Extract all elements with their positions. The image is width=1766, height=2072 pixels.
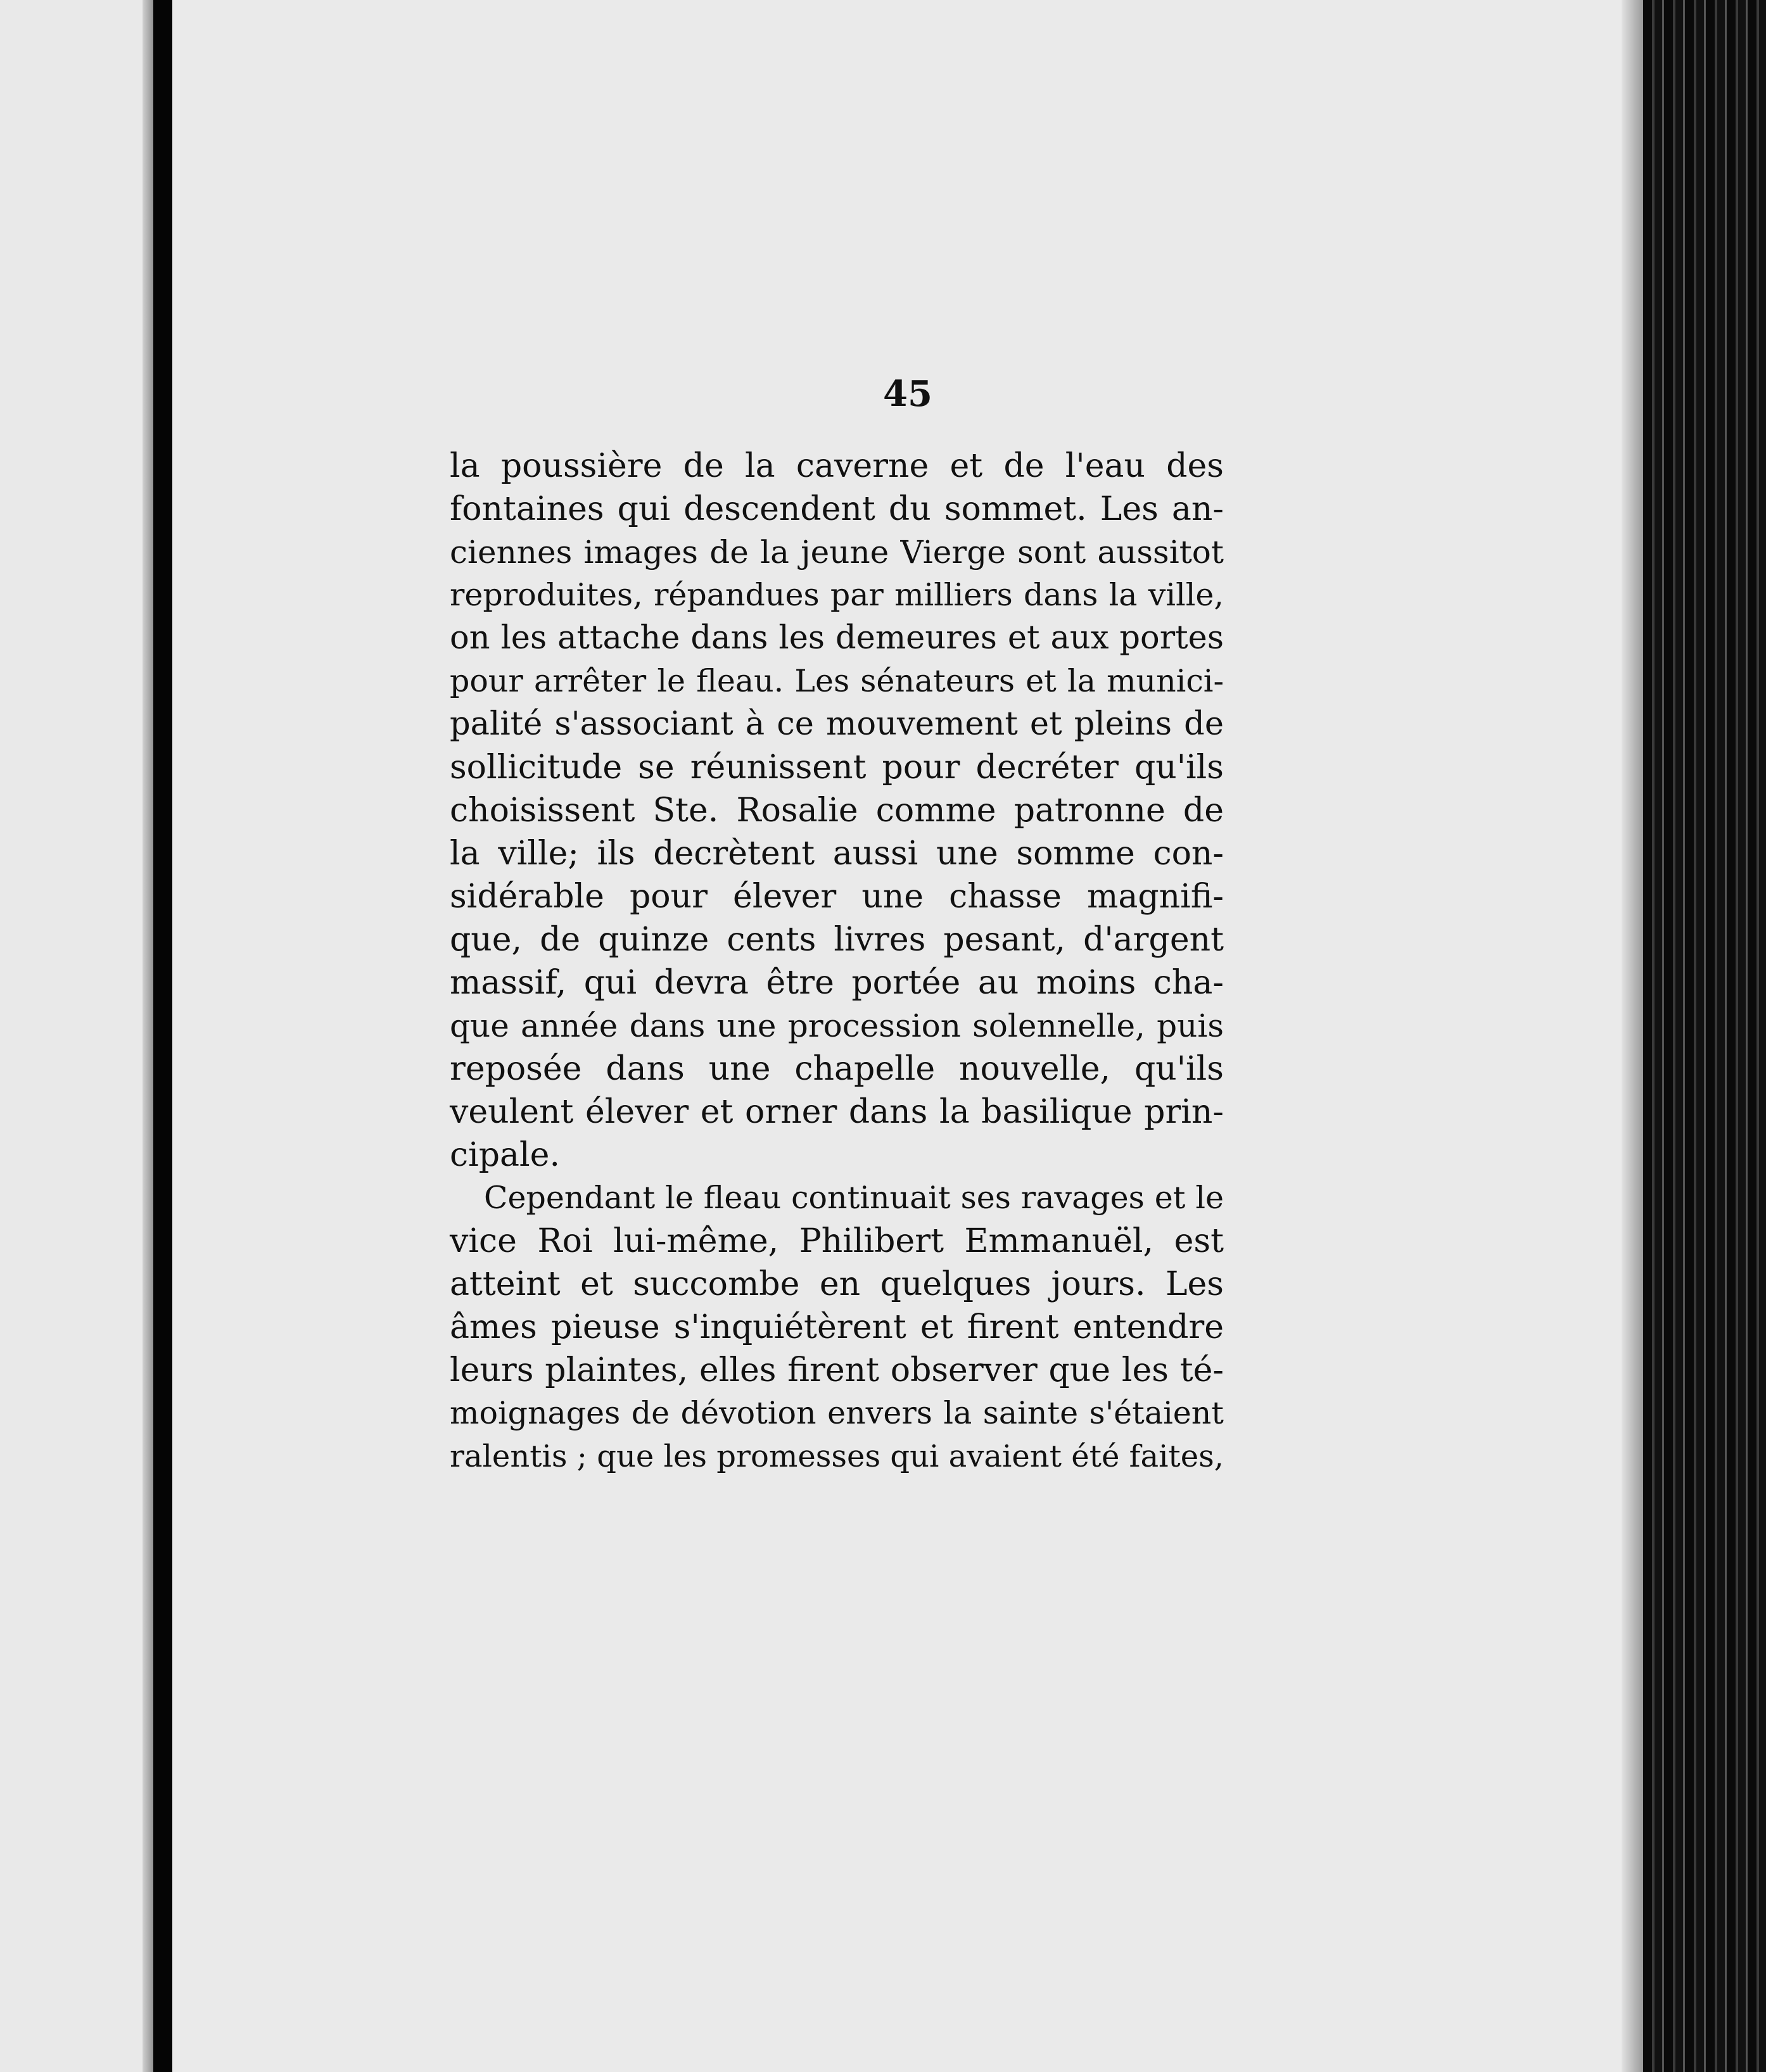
body-text (450, 445, 1224, 1478)
facing-page-edge (0, 0, 153, 2072)
text-line: la ville; ils decrètent aussi une somme con- (450, 835, 1224, 873)
text-line: reposée dans une chapelle nouvelle, qu'ils (450, 1050, 1224, 1088)
page-edge-shadow (1622, 0, 1643, 2072)
text-line: moignages de dévotion envers la sainte s'étaient (450, 1395, 1224, 1431)
text-line: veulent élever et orner dans la basilique prin- (450, 1093, 1224, 1131)
text-line: cipale. (450, 1136, 560, 1174)
text-line: âmes pieuse s'inquiétèrent et firent entendre (450, 1308, 1224, 1346)
text-line: massif, qui devra être portée au moins cha- (450, 964, 1224, 1002)
page-number: 45 (883, 373, 932, 415)
text-line: vice Roi lui-même, Philibert Emmanuël, est (450, 1222, 1224, 1260)
text-line: que, de quinze cents livres pesant, d'argent (450, 921, 1224, 959)
text-line: sollicitude se réunissent pour decréter qu'ils (450, 749, 1224, 786)
text-line: reproduites, répandues par milliers dans la ville, (450, 577, 1224, 613)
binding-gutter (153, 0, 172, 2072)
text-line: choisissent Ste. Rosalie comme patronne de (450, 792, 1224, 830)
text-line: palité s'associant à ce mouvement et pleins de (450, 705, 1224, 743)
text-line: ciennes images de la jeune Vierge sont aussitot (450, 534, 1224, 571)
text-line: sidérable pour élever une chasse magnifi- (450, 878, 1224, 916)
page-stack-edges (1643, 0, 1766, 2072)
text-line: atteint et succombe en quelques jours. Les (450, 1265, 1224, 1303)
text-line: que année dans une procession solennelle, puis (450, 1008, 1224, 1044)
text-line: Cependant le fleau continuait ses ravages et le (484, 1180, 1224, 1216)
text-line: fontaines qui descendent du sommet. Les an- (450, 490, 1224, 528)
text-line: la poussière de la caverne et de l'eau des (450, 447, 1224, 485)
text-line: leurs plaintes, elles firent observer que les té- (450, 1351, 1224, 1389)
text-line: pour arrêter le fleau. Les sénateurs et la munici- (450, 663, 1224, 699)
text-line: on les attache dans les demeures et aux portes (450, 619, 1224, 657)
text-line: ralentis ; que les promesses qui avaient été faites, (450, 1439, 1224, 1474)
